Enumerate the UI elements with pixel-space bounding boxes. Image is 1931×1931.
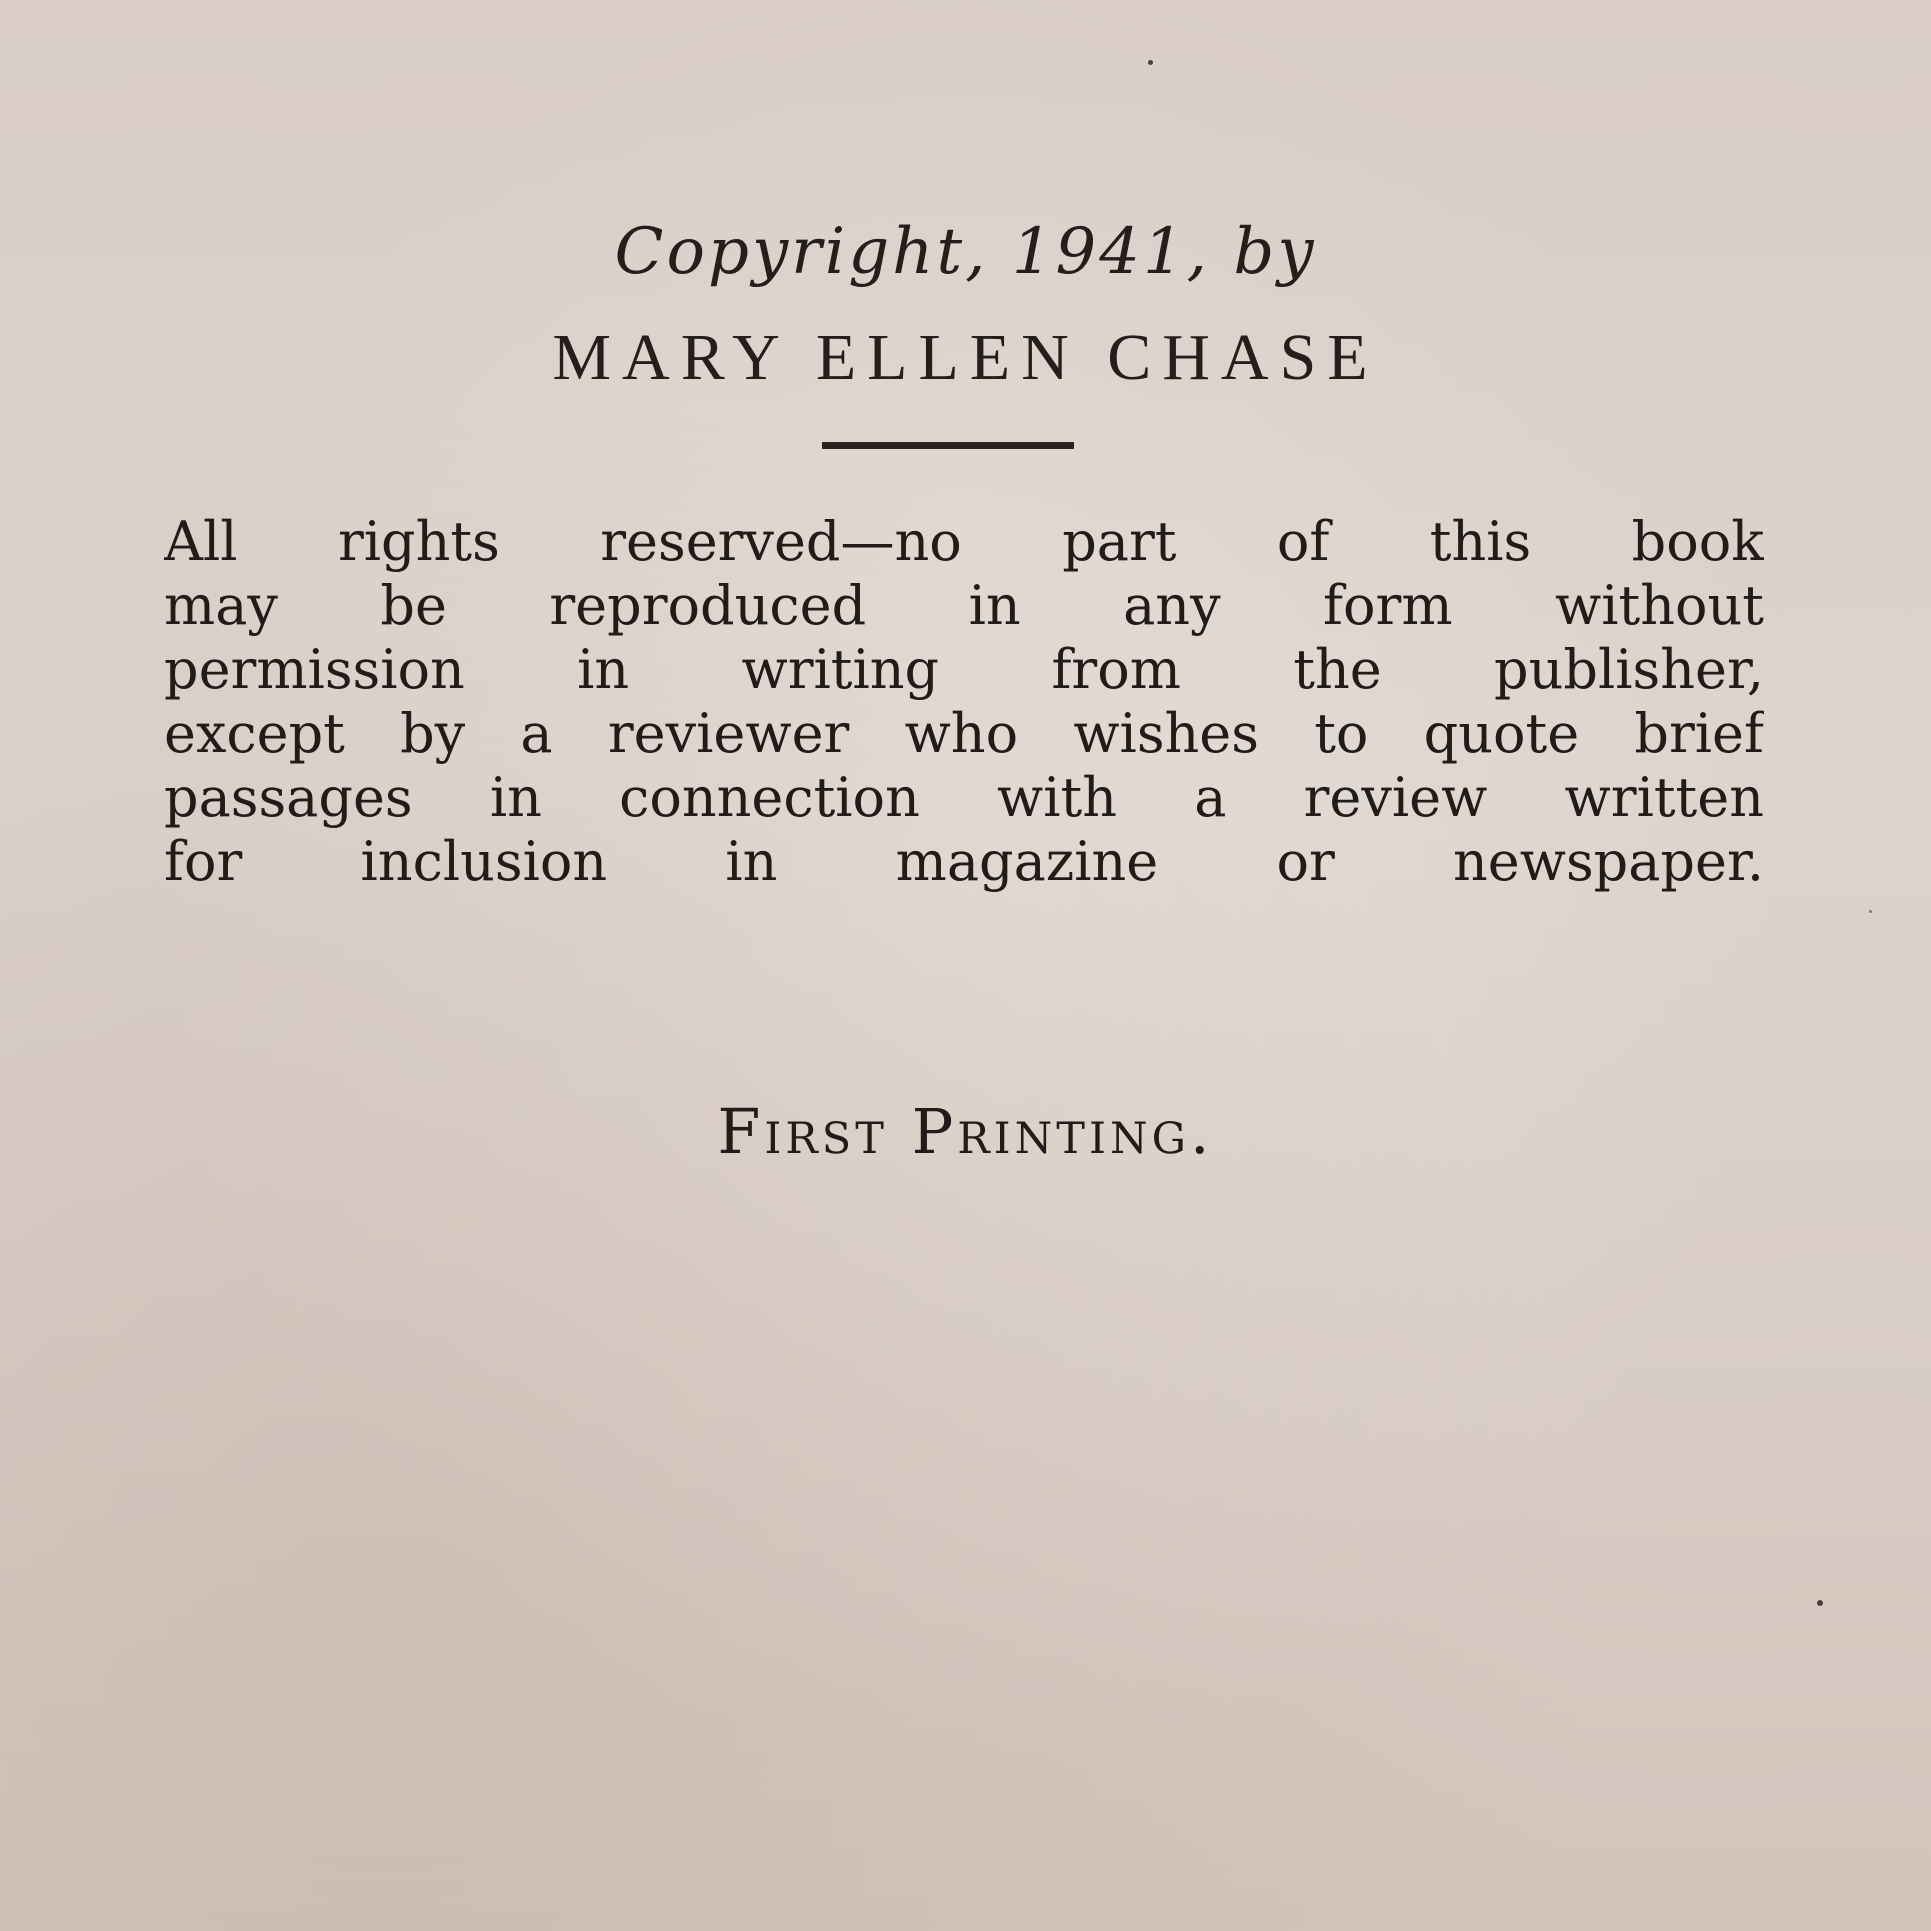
copyright-line: Copyright, 1941, by	[614, 215, 1317, 289]
paper-speck	[1148, 60, 1153, 65]
divider-rule	[822, 442, 1074, 449]
rights-notice-line: passages in connection with a review written	[164, 766, 1764, 829]
rights-notice-line: All rights reserved—no part of this book	[164, 510, 1764, 573]
rights-notice-line: for inclusion in magazine or newspaper.	[164, 830, 1764, 893]
rights-notice-line: may be reproduced in any form without	[164, 574, 1764, 637]
rights-notice-line: permission in writing from the publisher,	[164, 638, 1764, 701]
printing-statement: First Printing.	[717, 1095, 1214, 1168]
paper-speck	[1817, 1600, 1823, 1606]
rights-notice-line: except by a reviewer who wishes to quote brief	[164, 702, 1764, 765]
paper-speck	[1869, 910, 1872, 913]
author-name: MARY ELLEN CHASE	[552, 321, 1379, 394]
rights-notice	[164, 510, 1764, 894]
